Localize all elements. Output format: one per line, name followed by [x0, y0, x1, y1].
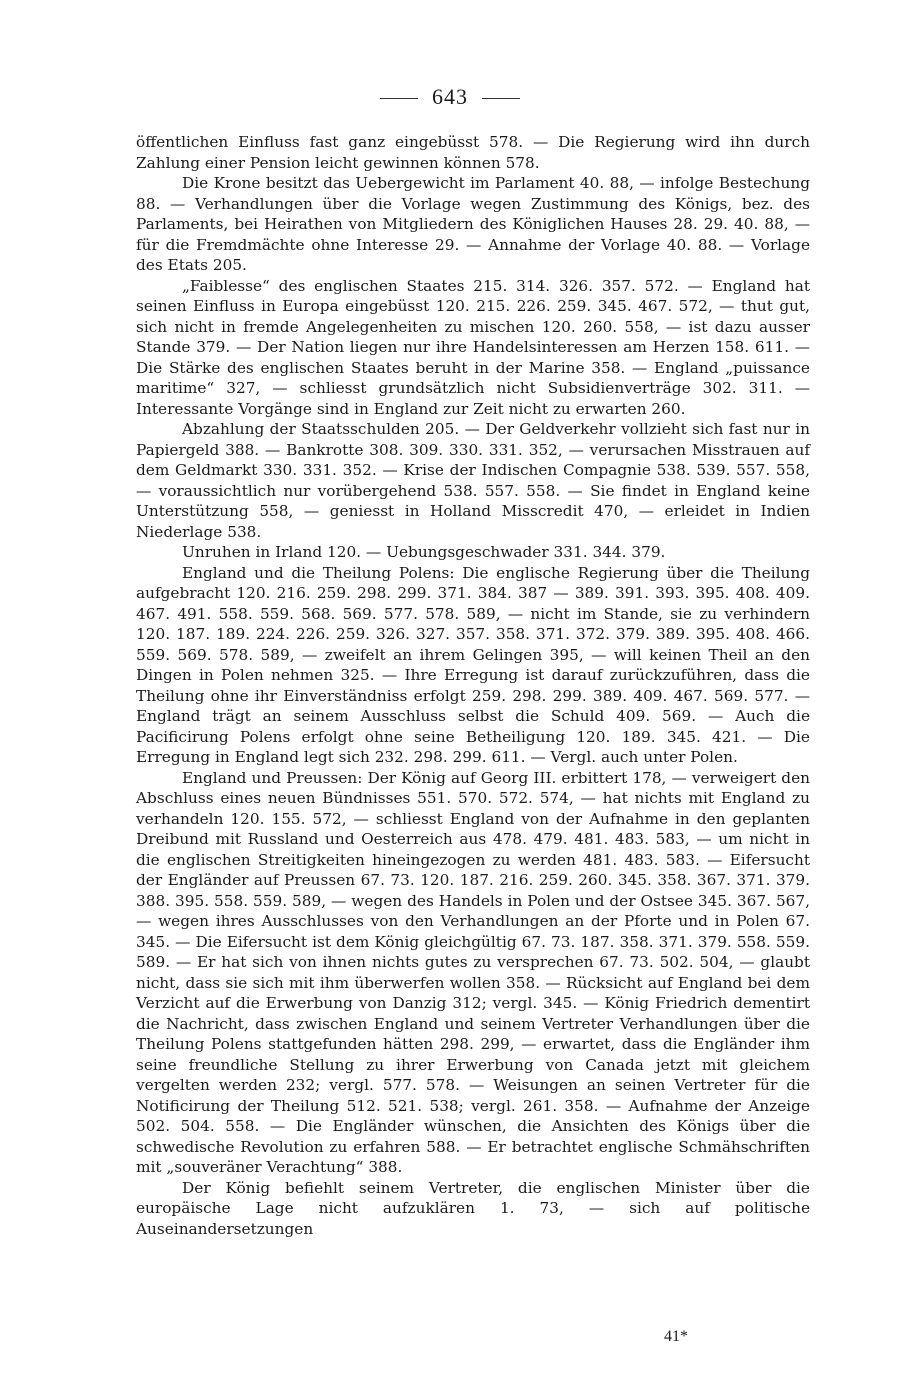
body-text: [136, 132, 810, 1239]
paragraph-3: „Faiblesse“ des englischen Staates 215. 314. 326. 357. 572. — England hat seinen Einfluss in Europa eingebüsst 120. 215. 226. 259. 345. 467. 572, — thut gut, sich nicht in fremde Angelegenheiten zu mischen 120. 260. 558, — ist dazu ausser Stande 379. — Der Nation liegen nur ihre Handelsinteressen am Herzen 158. 611. — Die Stärke des englischen Staates beruht in der Marine 358. — England „puissance maritime“ 327, — schliesst grundsätzlich nicht Subsidienverträge 302. 311. — Interessante Vorgänge sind in England zur Zeit nicht zu erwarten 260.: [136, 276, 810, 418]
left-rule: [380, 98, 418, 99]
page-number-text: 643: [432, 84, 468, 109]
paragraph-5: Unruhen in Irland 120. — Uebungsgeschwader 331. 344. 379.: [182, 543, 666, 561]
paragraph-2: Die Krone besitzt das Uebergewicht im Parlament 40. 88, — infolge Bestechung 88. — Verhandlungen über die Vorlage wegen Zustimmung des Königs, bez. des Parlaments, bei Heirathen von Mitgliedern des Königlichen Hauses 28. 29. 40. 88, — für die Fremdmächte ohne Interesse 29. — Annahme der Vorlage 40. 88. — Vorlage des Etats 205.: [136, 174, 810, 274]
paragraph-1: öffentlichen Einfluss fast ganz eingebüsst 578. — Die Regierung wird ihn durch Zahlung einer Pension leicht gewinnen können 578.: [136, 133, 810, 172]
right-rule: [482, 98, 520, 99]
paragraph-7: England und Preussen: Der König auf Georg III. erbittert 178, — verweigert den Abschluss eines neuen Bündnisses 551. 570. 572. 574, — hat nichts mit England zu verhandeln 120. 155. 572, — schliesst England von der Aufnahme in den geplanten Dreibund mit Russland und Oesterreich aus 478. 479. 481. 483. 583, — um nicht in die englischen Streitigkeiten hineingezogen zu werden 481. 483. 583. — Eifersucht der Engländer auf Preussen 67. 73. 120. 187. 216. 259. 260. 345. 358. 367. 371. 379. 388. 395. 558. 559. 589, — wegen des Handels in Polen und der Ostsee 345. 367. 567, — wegen ihres Ausschlusses von den Verhandlungen an der Pforte und in Polen 67. 345. — Die Eifersucht ist dem König gleichgültig 67. 73. 187. 358. 371. 379. 558. 559. 589. — Er hat sich von ihnen nichts gutes zu versprechen 67. 73. 502. 504, — glaubt nicht, dass sie sich mit ihm überwerfen wollen 358. — Rücksicht auf England bei dem Verzicht auf die Erwerbung von Danzig 312; vergl. 345. — König Friedrich dementirt die Nachricht, dass zwischen England und seinem Vertreter Verhandlungen über die Theilung Polens stattgefunden hätten 298. 299, — erwartet, dass die Engländer ihm seine freundliche Stellung zu ihrer Erwerbung von Canada jetzt mit gleichem vergelten werden 232; vergl. 577. 578. — Weisungen an seinen Vertreter für die Notificirung der Theilung 512. 521. 538; vergl. 261. 358. — Aufnahme der Anzeige 502. 504. 558. — Die Engländer wünschen, die Ansichten des Königs über die schwedische Revolution zu erfahren 588. — Er betrachtet englische Schmähschriften mit „souveräner Verachtung“ 388.: [136, 768, 810, 1176]
page-number: [0, 84, 900, 110]
printer-signature: 41*: [664, 1328, 688, 1345]
paragraph-4: Abzahlung der Staatsschulden 205. — Der Geldverkehr vollzieht sich fast nur in Papiergeld 388. — Bankrotte 308. 309. 330. 331. 352, — verursachen Misstrauen auf dem Geldmarkt 330. 331. 352. — Krise der Indischen Compagnie 538. 539. 557. 558, — voraussichtlich nur vorübergehend 538. 557. 558. — Sie findet in England keine Unterstützung 558, — geniesst in Holland Misscredit 470, — erleidet in Indien Niederlage 538.: [136, 420, 810, 541]
paragraph-8: Der König befiehlt seinem Vertreter, die englischen Minister über die europäische Lage nicht aufzuklären 1. 73, — sich auf politische Auseinandersetzungen: [136, 1178, 810, 1238]
paragraph-6: England und die Theilung Polens: Die englische Regierung über die Theilung aufgebracht 120. 216. 259. 298. 299. 371. 384. 387 — 389. 391. 393. 395. 408. 409. 467. 491. 558. 559. 568. 569. 577. 578. 589, — nicht im Stande, sie zu verhindern 120. 187. 189. 224. 226. 259. 326. 327. 357. 358. 371. 372. 379. 389. 395. 408. 466. 559. 569. 578. 589, — zweifelt an ihrem Gelingen 395, — will keinen Theil an den Dingen in Polen nehmen 325. — Ihre Erregung ist darauf zurückzuführen, dass die Theilung ohne ihr Einverständniss erfolgt 259. 298. 299. 389. 409. 467. 569. 577. — England trägt an seinem Ausschluss selbst die Schuld 409. 569. — Auch die Pacificirung Polens erfolgt ohne seine Betheiligung 120. 189. 345. 421. — Die Erregung in England legt sich 232. 298. 299. 611. — Vergl. auch unter Polen.: [136, 563, 810, 766]
